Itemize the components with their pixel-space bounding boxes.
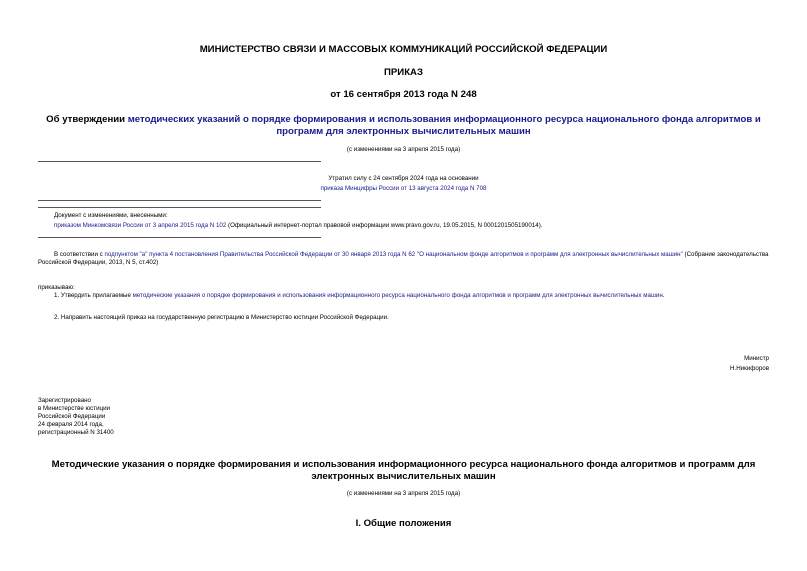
preamble-tail: (Собрание законодательства Российской Федерации, 2013, N 5, ст.402) [38, 251, 769, 266]
signature-name: Н.Никифоров [730, 365, 769, 372]
preamble-link[interactable]: подпунктом "а" пункта 4 постановления Правительства Российской Федерации от 30 января 2013 года N 62 "О национальном фонде алгоритмов и программ для электронных вычислительных машин" [104, 251, 683, 258]
divider-rule [38, 161, 321, 162]
appendix-changes-note: (с изменениями на 3 апреля 2015 года) [346, 490, 461, 497]
changes-note: (с изменениями на 3 апреля 2015 года) [346, 146, 461, 153]
order-item-1 [54, 292, 774, 300]
registration-line: Зарегистрировано [38, 397, 91, 404]
document-title [38, 114, 769, 137]
divider-rule [38, 207, 321, 208]
registration-line: регистрационный N 31400 [38, 429, 114, 436]
preamble-paragraph [38, 251, 771, 267]
ministry-heading: МИНИСТЕРСТВО СВЯЗИ И МАССОВЫХ КОММУНИКАЦИЙ РОССИЙСКОЙ ФЕДЕРАЦИИ [199, 44, 608, 55]
registration-block [38, 397, 114, 437]
item-1-prefix: 1. Утвердить прилагаемые [54, 292, 133, 299]
appendix-title: Методические указания о порядке формирования и использования информационного ресурса национального фонда алгоритмов и программ для электронных вычислительных машин [51, 459, 756, 482]
expired-basis [0, 185, 807, 193]
signature-position: Министр [744, 355, 769, 362]
item-1-link[interactable]: методические указания о порядке формирования и использования информационного ресурса национального фонда алгоритмов и программ для электронных вычислительных машин [132, 292, 663, 299]
amended-label: Документ с изменениями, внесенными: [54, 212, 168, 219]
preamble-start: В соответствии с [54, 251, 105, 258]
doc-date-number: от 16 сентября 2013 года N 248 [330, 89, 477, 100]
order-word: приказываю: [38, 284, 75, 291]
amended-tail: (Официальный интернет-портал правовой информации www.pravo.gov.ru, 19.05.2015, N 0001201505190014). [226, 222, 543, 229]
registration-line: в Министерстве юстиции [38, 405, 111, 412]
expired-notice: Утратил силу с 24 сентября 2024 года на основании [328, 175, 479, 182]
order-item-2: 2. Направить настоящий приказ на государственную регистрацию в Министерство юстиции Российской Федерации. [54, 314, 389, 321]
doc-type-heading: ПРИКАЗ [384, 67, 423, 78]
expired-basis-link[interactable]: приказа Минцифры России от 13 августа 2024 года N 708 [320, 185, 487, 192]
divider-rule [38, 200, 321, 201]
title-link[interactable]: методических указаний о порядке формирования и использования информационного ресурса национального фонда алгоритмов и программ для электронных вычислительных машин [127, 114, 761, 137]
amended-link[interactable]: приказом Минкомсвязи России от 3 апреля 2015 года N 102 [54, 222, 227, 229]
registration-line: Российской Федерации [38, 413, 106, 420]
amended-source [54, 222, 774, 230]
section-heading: I. Общие положения [355, 518, 452, 529]
title-prefix: Об утверждении [46, 114, 128, 125]
divider-rule [38, 237, 321, 238]
item-1-suffix: . [662, 292, 665, 299]
registration-line: 24 февраля 2014 года, [38, 421, 104, 428]
